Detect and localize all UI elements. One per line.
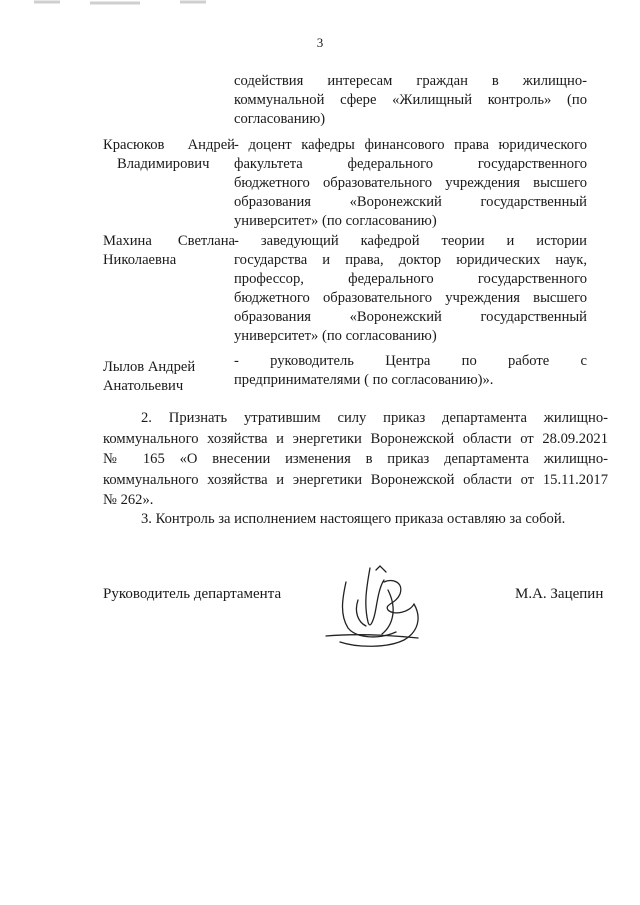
member-name — [103, 232, 235, 270]
paragraph-3 — [103, 510, 608, 529]
name-line: Анатольевич — [103, 378, 184, 394]
handwritten-signature — [318, 560, 438, 660]
member-name — [103, 136, 235, 174]
name-line: Владимирович — [117, 156, 210, 172]
desc-line: бюджетного образовательного учреждения высшего — [234, 175, 587, 191]
signatory-role: Руководитель департамента — [103, 586, 282, 602]
name-line: Николаевна — [103, 252, 177, 268]
desc-line: содействия интересам граждан в жилищно- — [234, 73, 587, 89]
desc-line: коммунальной сфере «Жилищный контроль» (по — [234, 92, 587, 108]
paragraph-line: 2. Признать утратившим силу приказ департамента жилищно- — [141, 410, 608, 426]
desc-line: бюджетного образовательного учреждения высшего — [234, 290, 587, 306]
desc-line: - руководитель Центра по работе с — [234, 353, 587, 369]
paragraph-line: № 165 «О внесении изменения в приказ департамента жилищно- — [103, 451, 608, 467]
desc-line: факультета федерального государственного — [234, 156, 587, 172]
name-line: Лылов Андрей — [103, 359, 196, 375]
paragraph-2 — [103, 408, 608, 511]
desc-line: - заведующий кафедрой теории и истории — [234, 233, 587, 249]
scan-corner-mark — [30, 0, 210, 8]
paragraph-line: № 262». — [103, 492, 154, 508]
member-description — [234, 232, 587, 346]
name-line: Красюков Андрей — [103, 137, 235, 153]
paragraph-line: коммунального хозяйства и энергетики Воронежской области от 28.09.2021 — [103, 430, 608, 447]
desc-line: - доцент кафедры финансового права юридического — [234, 137, 587, 153]
member-description — [234, 72, 587, 129]
member-description — [234, 136, 587, 231]
member-name — [103, 358, 235, 396]
page-number: 3 — [316, 35, 324, 50]
paragraph-line: 3. Контроль за исполнением настоящего приказа оставляю за собой. — [141, 511, 566, 527]
desc-line: государства и права, доктор юридических наук, — [234, 252, 587, 268]
desc-line: университет» (по согласованию) — [234, 213, 437, 229]
desc-line: согласованию) — [234, 111, 326, 127]
name-line: Махина Светлана — [103, 233, 235, 249]
paragraph-line: коммунального хозяйства и энергетики Воронежской области от 15.11.2017 — [103, 471, 608, 488]
desc-line: университет» (по согласованию) — [234, 328, 437, 344]
desc-line: профессор, федерального государственного — [234, 271, 587, 287]
desc-line: предпринимателями ( по согласованию)». — [234, 372, 494, 388]
member-description — [234, 352, 587, 390]
signatory-name: М.А. Зацепин — [515, 586, 604, 602]
desc-line: образования «Воронежский государственный — [234, 194, 587, 210]
desc-line: образования «Воронежский государственный — [234, 309, 587, 325]
